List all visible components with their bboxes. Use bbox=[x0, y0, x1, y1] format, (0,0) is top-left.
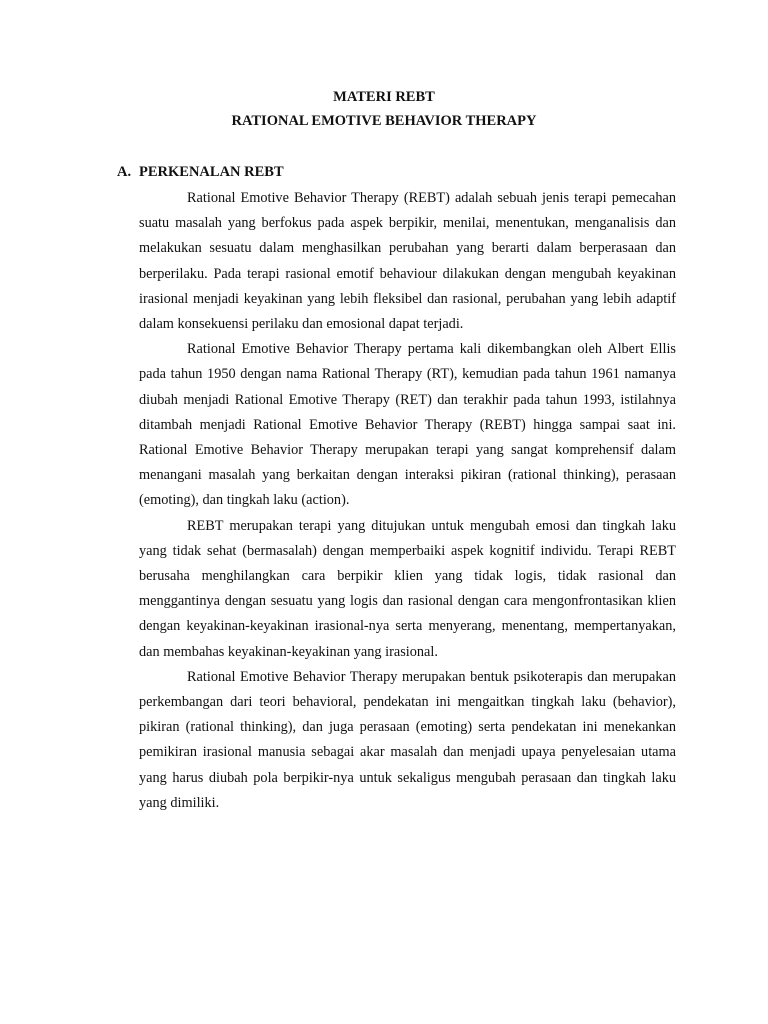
section-body bbox=[139, 186, 676, 816]
section-a bbox=[117, 161, 677, 183]
section-heading bbox=[117, 161, 677, 183]
section-letter: A. bbox=[117, 164, 132, 180]
section-heading-text: PERKENALAN REBT bbox=[139, 164, 284, 180]
paragraph-3: REBT merupakan terapi yang ditujukan untuk mengubah emosi dan tingkah laku yang tidak sehat (bermasalah) dengan memperbaiki aspek kognitif individu. Terapi REBT berusaha menghilangkan cara berpikir klien yang tidak logis, tidak rasional dan menggantinya dengan sesuatu yang logis dan rasional dengan cara mengonfrontasikan klien dengan keyakinan-keyakinan irasional-nya serta menyerang, menentang, mempertanyakan, dan membahas keyakinan-keyakinan yang irasional. bbox=[139, 517, 676, 660]
paragraph-1: Rational Emotive Behavior Therapy (REBT) adalah sebuah jenis terapi pemecahan suatu masalah yang berfokus pada aspek berpikir, menilai, menentukan, menganalisis dan melakukan sesuatu dalam menghasilkan perubahan yang berarti dalam berperasaan dan berperilaku. Pada terapi rasional emotif behaviour dilakukan dengan mengubah keyakinan irasional menjadi keyakinan yang lebih fleksibel dan rasional, perubahan yang lebih adaptif dalam konsekuensi perilaku dan emosional dapat terjadi. bbox=[139, 190, 676, 333]
paragraph-2: Rational Emotive Behavior Therapy pertama kali dikembangkan oleh Albert Ellis pada tahun 1950 dengan nama Rational Therapy (RT), kemudian pada tahun 1961 namanya diubah menjadi Rational Emotive Therapy (RET) dan terakhir pada tahun 1993, istilahnya ditambah menjadi Rational Emotive Behavior Therapy (REBT) hingga sampai saat ini. Rational Emotive Behavior Therapy merupakan terapi yang sangat komprehensif dalam menangani masalah yang berkaitan dengan interaksi pikiran (rational thinking), perasaan (emoting), dan tingkah laku (action). bbox=[139, 341, 676, 509]
document-title: MATERI REBT bbox=[333, 89, 435, 105]
document-subtitle: RATIONAL EMOTIVE BEHAVIOR THERAPY bbox=[231, 113, 537, 129]
paragraph-4: Rational Emotive Behavior Therapy merupakan bentuk psikoterapis dan merupakan perkembangan dari teori behavioral, pendekatan ini mengaitkan tingkah laku (behavior), pikiran (rational thinking), dan juga perasaan (emoting) serta pendekatan ini menekankan pemikiran irasional manusia sebagai akar masalah dan menjadi upaya penyelesaian utama yang harus diubah pola berpikir-nya untuk sekaligus mengubah perasaan dan tingkah laku yang dimiliki. bbox=[139, 668, 676, 811]
